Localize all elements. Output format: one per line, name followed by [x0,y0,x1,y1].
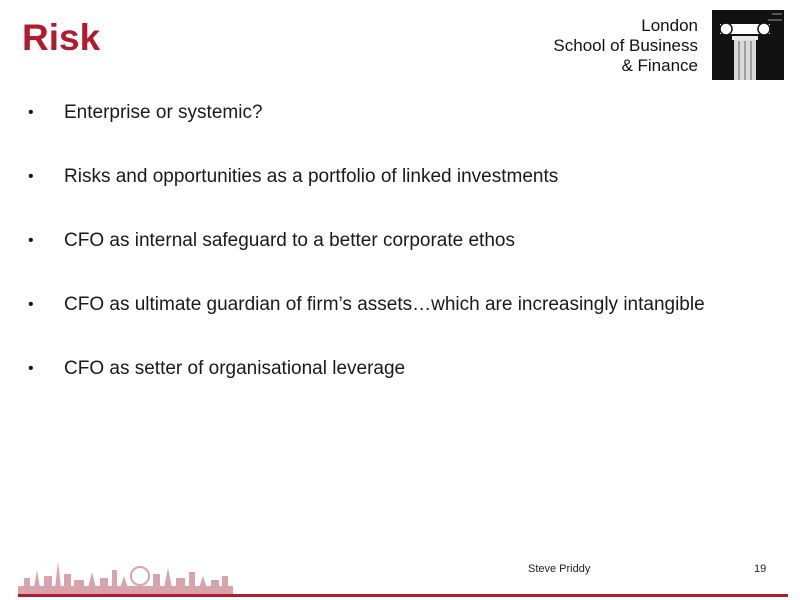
school-logo [553,10,790,82]
footer-author: Steve Priddy [528,563,591,575]
logo-text [553,16,698,76]
logo-line-2: School of Business [553,36,698,55]
bullet-dot: • [28,296,34,313]
london-skyline-icon [18,556,233,596]
page-number: 19 [754,563,767,575]
bullet-dot: • [28,232,34,249]
logo-line-3: & Finance [621,56,698,75]
bullet-text: CFO as setter of organisational leverage [64,358,406,379]
bullet-list [24,100,744,420]
slide-title: Risk [22,17,101,58]
footer-divider [18,594,788,597]
bullet-item [24,100,744,125]
bullet-dot: • [28,168,34,185]
logo-line-1: London [641,16,698,35]
bullet-text: Risks and opportunities as a portfolio of linked investments [64,166,559,187]
bullet-text: Enterprise or systemic? [64,102,263,123]
bullet-item [24,292,744,317]
bullet-item [24,228,744,253]
bullet-text: CFO as internal safeguard to a better corporate ethos [64,230,515,251]
bullet-item [24,164,744,189]
bullet-text: CFO as ultimate guardian of firm’s assets…which are increasingly intangible [64,294,705,315]
column-icon [712,10,784,80]
bullet-item [24,356,744,381]
bullet-dot: • [28,360,34,377]
bullet-dot: • [28,104,34,121]
